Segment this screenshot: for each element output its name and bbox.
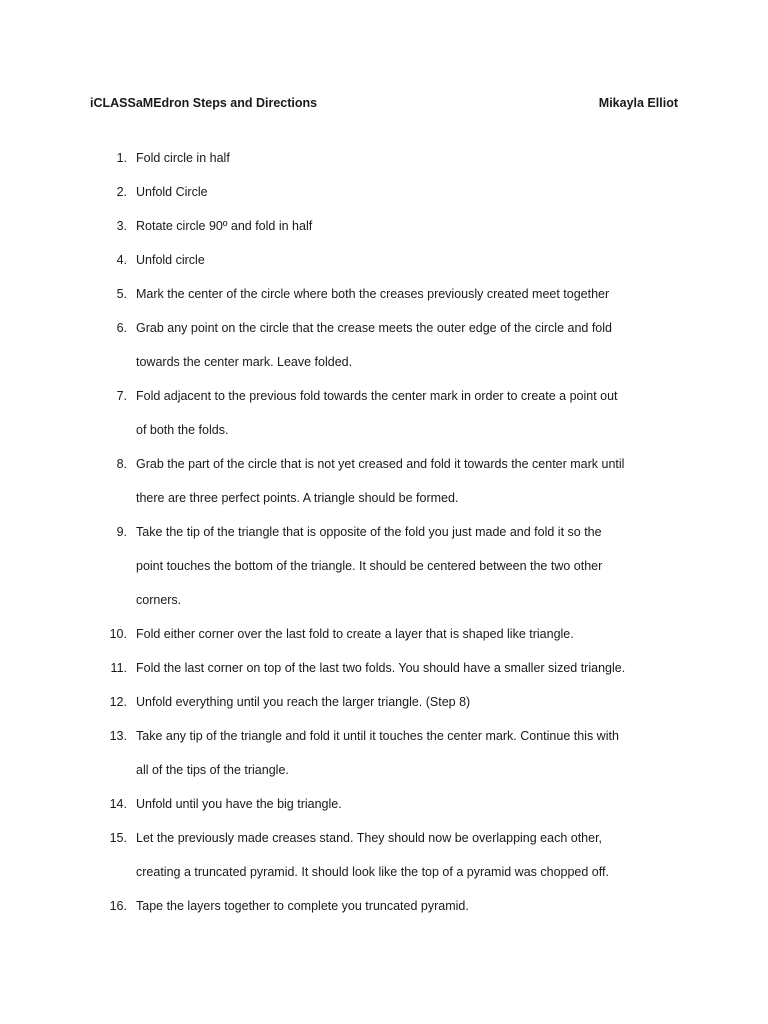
step-item: [90, 651, 690, 685]
step-text-line: creating a truncated pyramid. It should look like the top of a pyramid was chopped off.: [136, 865, 609, 879]
step-number: 13.: [109, 729, 127, 743]
step-item: [90, 243, 690, 277]
step-text-line: Grab any point on the circle that the crease meets the outer edge of the circle and fold: [136, 321, 612, 335]
step-number: 4.: [116, 253, 127, 267]
step-text-line: Fold circle in half: [136, 151, 230, 165]
document-author: Mikayla Elliot: [598, 96, 678, 110]
step-item: [90, 889, 690, 923]
step-number: 7.: [116, 389, 127, 403]
step-number: 11.: [110, 661, 127, 675]
step-item: [90, 787, 690, 821]
step-text-line: of both the folds.: [136, 423, 229, 437]
step-item: [90, 209, 690, 243]
step-number: 2.: [116, 185, 127, 199]
step-item: [90, 311, 690, 379]
step-text-line: Unfold until you have the big triangle.: [136, 797, 342, 811]
step-text-line: Let the previously made creases stand. They should now be overlapping each other,: [136, 831, 603, 845]
step-number: 14.: [109, 797, 127, 811]
step-number: 9.: [116, 525, 127, 539]
step-text-line: all of the tips of the triangle.: [136, 763, 289, 777]
step-text-line: there are three perfect points. A triangle should be formed.: [136, 491, 459, 505]
step-item: [90, 277, 690, 311]
document-header: [90, 94, 678, 112]
step-item: [90, 617, 690, 651]
step-number: 6.: [116, 321, 127, 335]
step-text-line: Unfold everything until you reach the larger triangle. (Step 8): [136, 695, 471, 709]
step-text-line: Rotate circle 90º and fold in half: [136, 219, 313, 233]
step-text-line: Tape the layers together to complete you truncated pyramid.: [136, 899, 469, 913]
step-item: [90, 821, 690, 889]
step-text-line: point touches the bottom of the triangle. It should be centered between the two other: [136, 559, 603, 573]
step-number: 16.: [109, 899, 127, 913]
step-text-line: Unfold circle: [136, 253, 205, 267]
step-number: 5.: [116, 287, 127, 301]
step-text-line: Mark the center of the circle where both the creases previously created meet together: [136, 287, 610, 301]
step-number: 15.: [109, 831, 127, 845]
step-number: 3.: [116, 219, 127, 233]
step-item: [90, 719, 690, 787]
step-item: [90, 379, 690, 447]
step-item: [90, 515, 690, 617]
step-text-line: Take any tip of the triangle and fold it until it touches the center mark. Continue this with: [136, 729, 619, 743]
step-text-line: Fold either corner over the last fold to create a layer that is shaped like triangle.: [136, 627, 574, 641]
step-number: 8.: [116, 457, 127, 471]
step-item: [90, 141, 690, 175]
step-number: 12.: [109, 695, 127, 709]
step-text-line: towards the center mark. Leave folded.: [136, 355, 353, 369]
step-text-line: corners.: [136, 593, 182, 607]
step-number: 1.: [116, 151, 127, 165]
step-item: [90, 685, 690, 719]
step-item: [90, 175, 690, 209]
step-text-line: Fold adjacent to the previous fold towards the center mark in order to create a point out: [136, 389, 618, 403]
step-text-line: Take the tip of the triangle that is opposite of the fold you just made and fold it so the: [136, 525, 602, 539]
step-item: [90, 447, 690, 515]
document-title: iCLASSaMEdron Steps and Directions: [90, 96, 318, 110]
step-text-line: Grab the part of the circle that is not yet creased and fold it towards the center mark until: [136, 457, 625, 471]
steps-list: [90, 141, 690, 923]
step-number: 10.: [109, 627, 127, 641]
step-text-line: Unfold Circle: [136, 185, 208, 199]
step-text-line: Fold the last corner on top of the last two folds. You should have a smaller sized triangle.: [136, 661, 626, 675]
